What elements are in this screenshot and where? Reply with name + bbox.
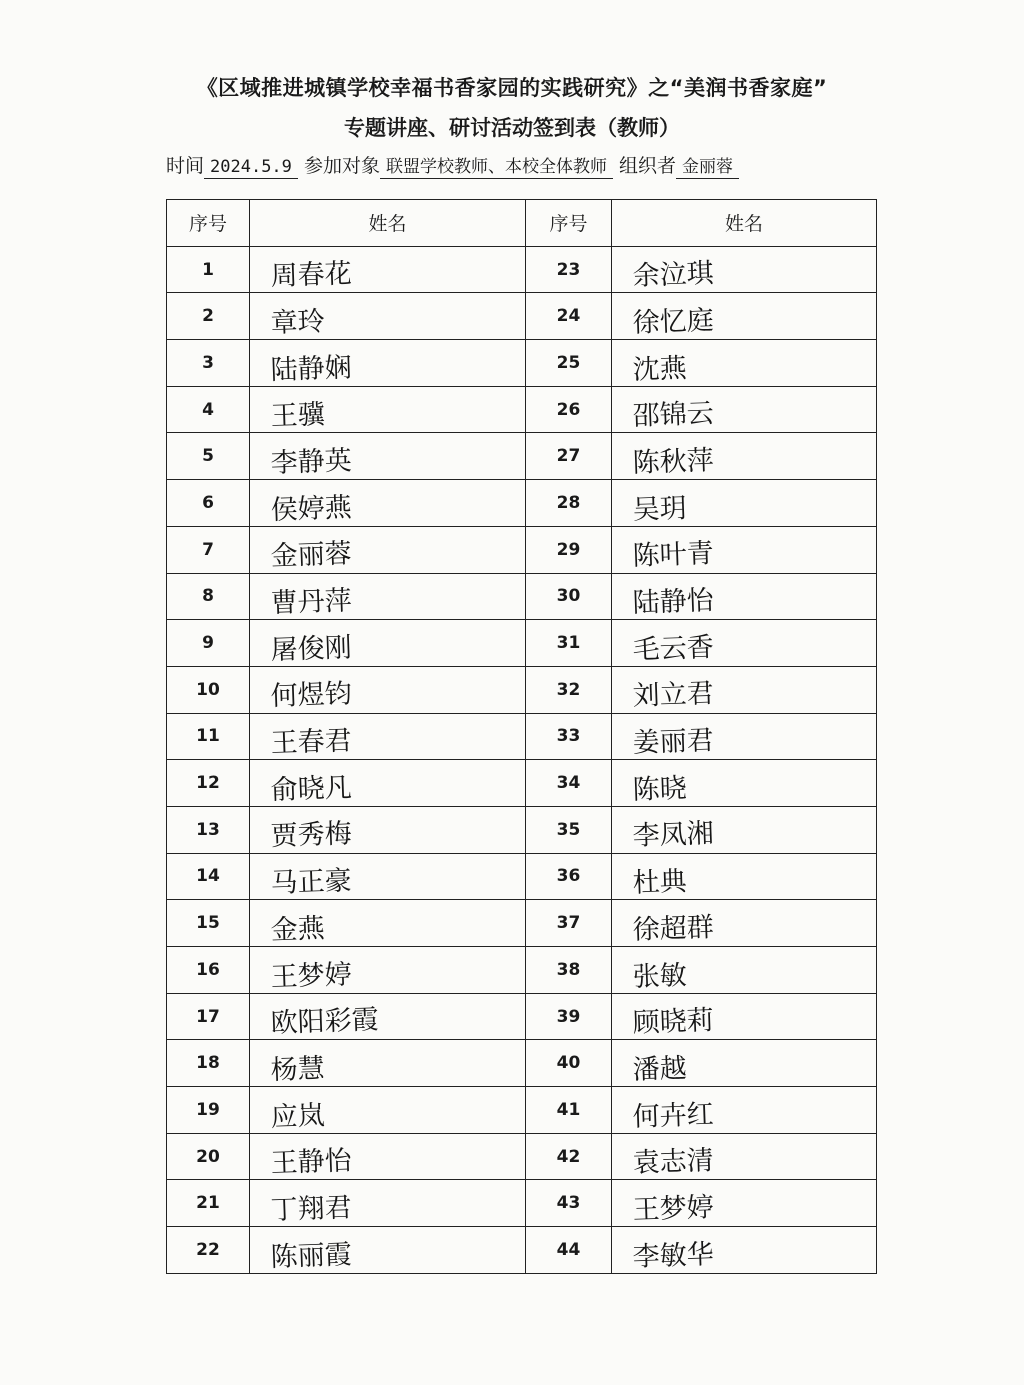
header-no-left: 序号 xyxy=(167,200,250,247)
row-number-left: 14 xyxy=(167,853,250,900)
row-number-left: 10 xyxy=(167,666,250,713)
row-number-right: 26 xyxy=(526,386,612,433)
row-number-left: 1 xyxy=(167,246,250,293)
signature-right: 杜典 xyxy=(611,849,877,905)
time-label: 时间 xyxy=(166,155,205,177)
signature-left: 马正豪 xyxy=(249,848,526,904)
row-number-right: 31 xyxy=(526,620,612,667)
table-row xyxy=(167,666,877,713)
row-number-right: 32 xyxy=(526,666,612,713)
signature-left: 王静怡 xyxy=(249,1128,526,1184)
row-number-right: 43 xyxy=(526,1180,612,1227)
signature-right: 王梦婷 xyxy=(611,1175,877,1231)
participants-value: 联盟学校教师、本校全体教师 xyxy=(380,156,613,179)
row-number-left: 2 xyxy=(167,293,250,340)
table-header-row xyxy=(167,200,877,247)
table-row xyxy=(167,947,877,994)
header-no-right: 序号 xyxy=(526,200,612,247)
organizer-label: 组织者 xyxy=(619,155,677,177)
row-number-right: 37 xyxy=(526,900,612,947)
row-number-left: 18 xyxy=(167,1040,250,1087)
row-number-right: 27 xyxy=(526,433,612,480)
table-row xyxy=(167,293,877,340)
signature-right: 陈叶青 xyxy=(611,522,877,578)
table-row xyxy=(167,993,877,1040)
signature-left: 应岚 xyxy=(249,1082,526,1138)
signature-left: 陈丽霞 xyxy=(249,1222,526,1278)
row-number-left: 17 xyxy=(167,993,250,1040)
row-number-left: 12 xyxy=(167,760,250,807)
signature-left: 贾秀梅 xyxy=(249,802,526,858)
row-number-left: 15 xyxy=(167,900,250,947)
row-number-left: 3 xyxy=(167,340,250,387)
signature-right: 顾晓莉 xyxy=(611,989,877,1045)
row-number-right: 42 xyxy=(526,1133,612,1180)
row-number-left: 5 xyxy=(167,433,250,480)
row-number-right: 28 xyxy=(526,480,612,527)
table-row xyxy=(167,480,877,527)
row-number-right: 39 xyxy=(526,993,612,1040)
signature-right: 毛云香 xyxy=(611,615,877,671)
signature-left: 丁翔君 xyxy=(249,1175,526,1231)
signature-right: 邵锦云 xyxy=(611,382,877,438)
organizer-value: 金丽蓉 xyxy=(676,156,739,179)
signature-right: 徐超群 xyxy=(611,895,877,951)
signature-left: 何煜钧 xyxy=(249,662,526,718)
table-row xyxy=(167,1040,877,1087)
signature-left: 王骥 xyxy=(249,381,526,437)
table-row xyxy=(167,246,877,293)
signature-left: 曹丹萍 xyxy=(249,568,526,624)
row-number-left: 16 xyxy=(167,947,250,994)
table-row xyxy=(167,1180,877,1227)
signature-right: 徐忆庭 xyxy=(611,288,877,344)
signature-right: 吴玥 xyxy=(611,475,877,531)
table-row xyxy=(167,1133,877,1180)
signature-left: 金丽蓉 xyxy=(249,522,526,578)
row-number-right: 25 xyxy=(526,340,612,387)
signature-left: 金燕 xyxy=(249,895,526,951)
signature-right: 余泣琪 xyxy=(611,242,877,298)
signature-right: 袁志清 xyxy=(611,1129,877,1185)
row-number-right: 23 xyxy=(526,246,612,293)
row-number-right: 38 xyxy=(526,947,612,994)
signature-left: 屠俊刚 xyxy=(249,615,526,671)
document-title: 《区域推进城镇学校幸福书香家园的实践研究》之“美润书香家庭” xyxy=(196,76,828,100)
signature-right: 刘立君 xyxy=(611,662,877,718)
signature-right: 潘越 xyxy=(611,1035,877,1091)
meta-line xyxy=(166,151,739,179)
signature-right: 陈秋萍 xyxy=(611,428,877,484)
table-row xyxy=(167,620,877,667)
table-row xyxy=(167,433,877,480)
row-number-left: 7 xyxy=(167,526,250,573)
participants-label: 参加对象 xyxy=(303,155,380,177)
row-number-right: 44 xyxy=(526,1227,612,1274)
table-row xyxy=(167,900,877,947)
row-number-right: 34 xyxy=(526,760,612,807)
signature-left: 王梦婷 xyxy=(249,942,526,998)
signature-right: 李凤湘 xyxy=(611,802,877,858)
signature-left: 杨慧 xyxy=(249,1035,526,1091)
signature-right: 沈燕 xyxy=(611,335,877,391)
table-row xyxy=(167,760,877,807)
header-name-left: 姓名 xyxy=(250,200,526,247)
signature-left: 欧阳彩霞 xyxy=(249,988,526,1044)
signature-right: 陆静怡 xyxy=(611,568,877,624)
signature-right: 何卉红 xyxy=(611,1082,877,1138)
signature-left: 王春君 xyxy=(249,708,526,764)
row-number-right: 29 xyxy=(526,526,612,573)
signature-left: 俞晓凡 xyxy=(249,755,526,811)
table-row xyxy=(167,806,877,853)
sign-in-table xyxy=(166,199,877,1274)
signature-right: 姜丽君 xyxy=(611,708,877,764)
row-number-left: 9 xyxy=(167,620,250,667)
signature-right: 陈晓 xyxy=(611,755,877,811)
signature-right: 张敏 xyxy=(611,942,877,998)
row-number-right: 24 xyxy=(526,293,612,340)
signature-left: 李静英 xyxy=(249,428,526,484)
row-number-left: 22 xyxy=(167,1227,250,1274)
row-number-right: 36 xyxy=(526,853,612,900)
time-value: 2024.5.9 xyxy=(204,156,298,179)
row-number-right: 40 xyxy=(526,1040,612,1087)
signature-left: 周春花 xyxy=(249,241,526,297)
row-number-right: 30 xyxy=(526,573,612,620)
signature-left: 侯婷燕 xyxy=(249,475,526,531)
row-number-left: 20 xyxy=(167,1133,250,1180)
row-number-left: 19 xyxy=(167,1087,250,1134)
table-row xyxy=(167,853,877,900)
table-row xyxy=(167,573,877,620)
row-number-left: 11 xyxy=(167,713,250,760)
row-number-left: 6 xyxy=(167,480,250,527)
row-number-right: 33 xyxy=(526,713,612,760)
row-number-left: 21 xyxy=(167,1180,250,1227)
row-number-right: 35 xyxy=(526,806,612,853)
signature-left: 章玲 xyxy=(249,288,526,344)
row-number-right: 41 xyxy=(526,1087,612,1134)
table-row xyxy=(167,386,877,433)
signature-right: 李敏华 xyxy=(611,1222,877,1278)
signature-left: 陆静娴 xyxy=(249,335,526,391)
row-number-left: 4 xyxy=(167,386,250,433)
document-subtitle: 专题讲座、研讨活动签到表（教师） xyxy=(344,116,680,140)
table-row xyxy=(167,713,877,760)
table-row xyxy=(167,340,877,387)
table-row xyxy=(167,1227,877,1274)
table-row xyxy=(167,1087,877,1134)
row-number-left: 13 xyxy=(167,806,250,853)
row-number-left: 8 xyxy=(167,573,250,620)
table-row xyxy=(167,526,877,573)
header-name-right: 姓名 xyxy=(612,200,877,247)
